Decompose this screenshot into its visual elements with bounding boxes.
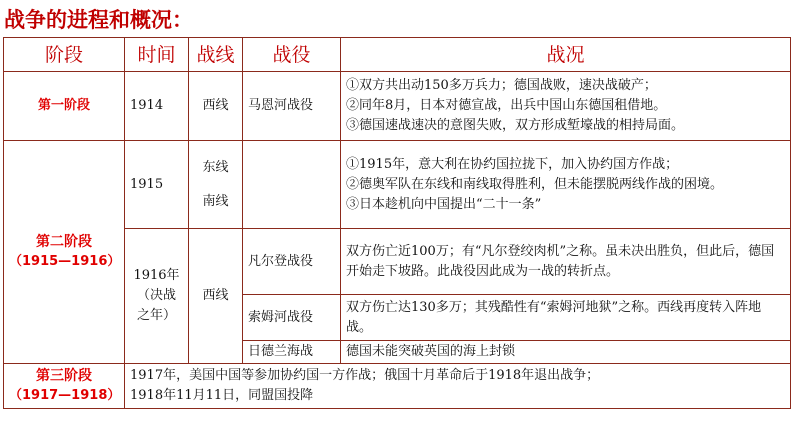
time-1916-note-2: 之年） — [136, 308, 176, 323]
front-east: 东线 — [202, 159, 229, 175]
stage1-name: 第一阶段 — [37, 98, 90, 113]
stage2-line-3: ③日本趁机向中国提出“二十一条” — [346, 196, 542, 212]
battle-verdun-desc: 双方伤亡近100万；有“凡尔登绞肉机”之称。虽未决出胜负，但此后，德国开始走下坡路。此战役因此成为一战的转折点。 — [341, 229, 791, 295]
stage2-front-west: 西线 — [189, 229, 243, 364]
battle-jutland-desc: 德国未能突破英国的海上封锁 — [341, 341, 791, 364]
stage1-battle: 马恩河战役 — [243, 72, 341, 141]
stage3-situation — [125, 364, 791, 409]
stage1-line-2: ②同年8月，日本对德宣战，出兵中国山东德国租借地。 — [346, 98, 667, 113]
stage3-line-2: 1918年11月11日，同盟国投降 — [130, 388, 314, 403]
stage2-time-1915: 1915 — [125, 141, 189, 229]
time-1916: 1916年 — [133, 268, 180, 283]
stage2-range: （1915—1916） — [9, 254, 121, 269]
page-title: 战争的进程和概况： — [4, 8, 193, 32]
stage2-battle-empty — [243, 141, 341, 229]
time-1916-note-1: （决战 — [136, 288, 176, 303]
stage3-range: （1917—1918） — [9, 388, 121, 403]
stage1-row — [4, 72, 791, 141]
front-south: 南线 — [202, 193, 229, 209]
header-battle: 战役 — [243, 38, 341, 72]
stage2-time-1916 — [125, 229, 189, 364]
battle-verdun: 凡尔登战役 — [243, 229, 341, 295]
stage2-line-1: ①1915年，意大利在协约国拉拢下，加入协约国方作战； — [346, 156, 679, 172]
stage2-name: 第二阶段 — [36, 234, 92, 250]
stage3-line-1: 1917年，美国中国等参加协约国一方作战；俄国十月革命后于1918年退出战争； — [130, 368, 600, 383]
stage1-label — [4, 72, 125, 141]
header-stage: 阶段 — [4, 38, 125, 72]
stage2-situation-1915 — [341, 141, 791, 229]
header-time: 时间 — [125, 38, 189, 72]
stage3-label — [4, 364, 125, 409]
header-front: 战线 — [189, 38, 243, 72]
stage2-label — [4, 141, 125, 364]
stage2-line-2: ②德奥军队在东线和南线取得胜利，但未能摆脱两线作战的困境。 — [346, 176, 724, 192]
stage1-situation — [341, 72, 791, 141]
battle-somme-desc: 双方伤亡达130多万；其残酷性有“索姆河地狱”之称。西线再度转入阵地战。 — [341, 295, 791, 341]
stage1-line-1: ①双方共出动150多万兵力；德国战败，速决战破产； — [346, 78, 657, 93]
stage1-time: 1914 — [125, 72, 189, 141]
header-row — [4, 38, 791, 72]
header-situation: 战况 — [341, 38, 791, 72]
battle-jutland: 日德兰海战 — [243, 341, 341, 364]
stage3-name: 第三阶段 — [36, 368, 92, 384]
stage1-front: 西线 — [189, 72, 243, 141]
stage3-row — [4, 364, 791, 409]
stage2-row-1915 — [4, 141, 791, 229]
stage2-fronts — [189, 141, 243, 229]
battle-somme: 索姆河战役 — [243, 295, 341, 341]
stage1-line-3: ③德国速战速决的意图失败，双方形成堑壕战的相持局面。 — [346, 118, 685, 133]
war-progress-table — [3, 37, 791, 409]
